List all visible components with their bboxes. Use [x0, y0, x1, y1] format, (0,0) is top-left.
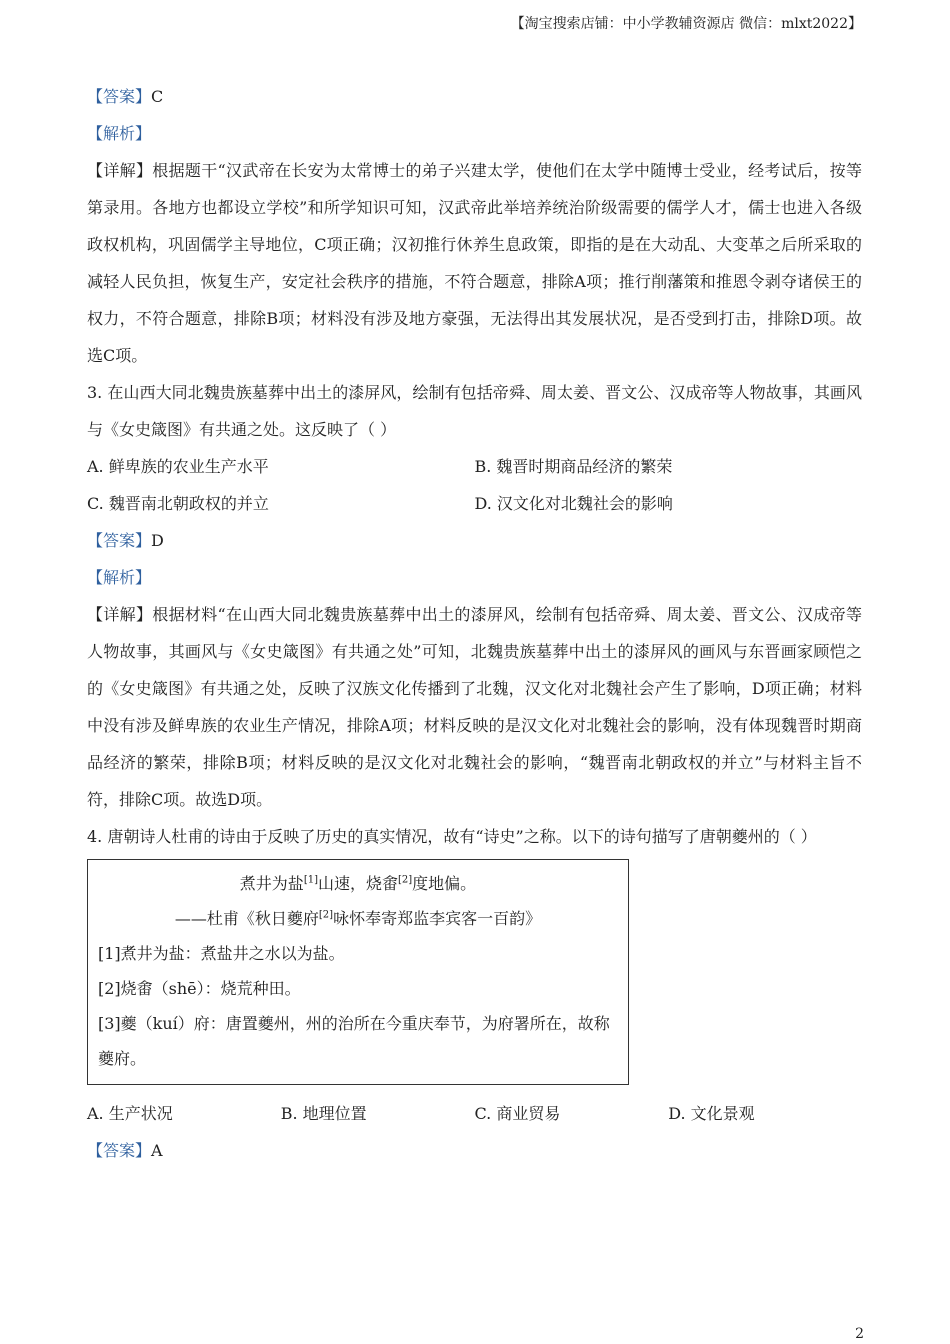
footnote-mark: [1]: [303, 874, 318, 886]
q2-detail: [87, 152, 862, 374]
q3-answer: D: [151, 531, 164, 550]
answer-tag: 【答案】: [87, 87, 152, 106]
page-header: 【淘宝搜索店铺：中小学教辅资源店 微信：mlxt2022】: [510, 16, 862, 32]
q4-option-a: A. 生产状况: [87, 1104, 173, 1123]
q2-answer-line: [87, 78, 862, 115]
note-3: [3]夔（kuí）府：唐置夔州，州的治所在今重庆奉节，为府署所在，故称夔府。: [98, 1014, 610, 1068]
poem-part: 煮井为盐: [239, 874, 304, 893]
q3-option-a: A. 鲜卑族的农业生产水平: [87, 457, 269, 476]
q3-options-row-2: [87, 485, 862, 522]
q3-detail-text: 根据材料“在山西大同北魏贵族墓葬中出土的漆屏风，绘制有包括帝舜、周太姜、晋文公、汉成帝等人物故事，其画风与《女史箴图》有共通之处”可知，北魏贵族墓葬中出土的漆屏风的画风与东晋画家顾恺之的《女史箴图》有共通之处，反映了汉族文化传播到了北魏，汉文化对北魏社会产生了影响，D项正确；材料中没有涉及鲜卑族的农业生产情况，排除A项；材料反映的是汉文化对北魏社会的影响，没有体现魏晋时期商品经济的繁荣，排除B项；材料反映的是汉文化对北魏社会的影响，“魏晋南北朝政权的并立”与材料主旨不符，排除C项。故选D项。: [87, 605, 862, 809]
q4-answer-line: [87, 1132, 862, 1169]
poem-source: [98, 901, 618, 936]
page-content: [87, 78, 862, 1169]
q4-option-b: B. 地理位置: [280, 1104, 367, 1123]
analysis-tag: 【解析】: [87, 568, 152, 587]
q4-options-row: [87, 1095, 862, 1132]
q3-option-d: D. 汉文化对北魏社会的影响: [474, 494, 673, 513]
detail-tag: 【详解】: [87, 161, 153, 180]
q2-analysis-line: [87, 115, 862, 152]
note-1: [1]煮井为盐：煮盐井之水以为盐。: [98, 944, 345, 963]
q4-option-c: C. 商业贸易: [474, 1104, 561, 1123]
source-part: 咏怀奉寄郑监李宾客一百韵》: [333, 909, 542, 928]
answer-tag: 【答案】: [87, 531, 152, 550]
q2-detail-text: 根据题干“汉武帝在长安为太常博士的弟子兴建太学，使他们在太学中随博士受业，经考试后，按等第录用。各地方也都设立学校”和所学知识可知，汉武帝此举培养统治阶级需要的儒学人才，儒士也进入各级政权机构，巩固儒学主导地位，C项正确；汉初推行休养生息政策，即指的是在大动乱、大变革之后所采取的减轻人民负担，恢复生产，安定社会秩序的措施，不符合题意，排除A项；推行削藩策和推恩令剥夺诸侯王的权力，不符合题意，排除B项；材料没有涉及地方豪强，无法得出其发展状况，是否受到打击，排除D项。故选C项。: [87, 161, 862, 365]
q3-question: 3. 在山西大同北魏贵族墓葬中出土的漆屏风，绘制有包括帝舜、周太姜、晋文公、汉成帝等人物故事，其画风与《女史箴图》有共通之处。这反映了（ ）: [87, 383, 862, 439]
answer-tag: 【答案】: [87, 1141, 152, 1160]
q3-option-b: B. 魏晋时期商品经济的繁荣: [474, 457, 673, 476]
footnote-mark: [2]: [398, 874, 413, 886]
note-2: [2]烧畬（shē）：烧荒种田。: [98, 979, 301, 998]
q3-analysis-line: [87, 559, 862, 596]
q2-answer: C: [151, 87, 164, 106]
analysis-tag: 【解析】: [87, 124, 152, 143]
page-number: 2: [855, 1326, 864, 1342]
poem-line: [98, 866, 618, 901]
q3-options-row-1: [87, 448, 862, 485]
poem-part: 山速，烧畬: [317, 874, 398, 893]
q3-detail: [87, 596, 862, 818]
source-part: ——杜甫《秋日夔府: [174, 909, 319, 928]
q3-answer-line: [87, 522, 862, 559]
footnote-mark: [2]: [318, 909, 334, 921]
q3-option-c: C. 魏晋南北朝政权的并立: [87, 494, 269, 513]
q4-material-box: [87, 859, 629, 1085]
detail-tag: 【详解】: [87, 605, 153, 624]
q4-answer: A: [151, 1141, 163, 1160]
poem-part: 度地偏。: [412, 874, 477, 893]
q4-question: 4. 唐朝诗人杜甫的诗由于反映了历史的真实情况，故有“诗史”之称。以下的诗句描写了唐朝夔州的（ ）: [87, 827, 817, 846]
q4-option-d: D. 文化景观: [668, 1104, 755, 1123]
